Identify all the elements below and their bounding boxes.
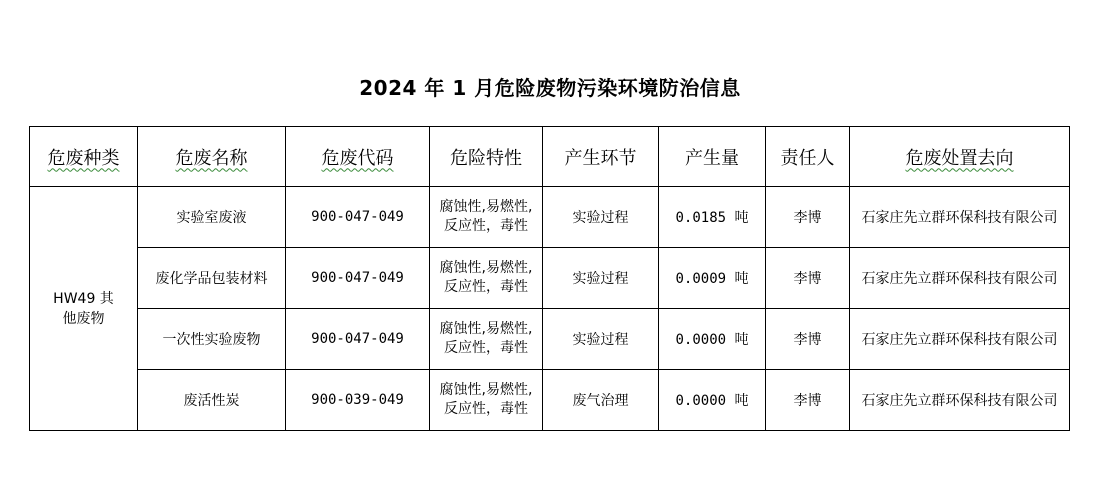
production-stage: 废气治理 [543, 370, 659, 431]
hazard-property: 腐蚀性,易燃性, 反应性，毒性 [430, 187, 543, 248]
table-row [30, 370, 1070, 431]
responsible-person: 李博 [766, 370, 850, 431]
responsible-person: 李博 [766, 187, 850, 248]
production-stage: 实验过程 [543, 309, 659, 370]
header-label: 危废处置去向 [905, 147, 1014, 169]
responsible-person: 李博 [766, 309, 850, 370]
header-cell-code [286, 127, 430, 187]
header-label: 危险特性 [450, 147, 522, 169]
header-label: 责任人 [780, 147, 835, 169]
waste-name: 废化学品包装材料 [138, 248, 286, 309]
hazardous-waste-table [29, 126, 1070, 431]
waste-category: HW49 其他废物 [53, 290, 114, 327]
page-title: 2024 年 1 月危险废物污染环境防治信息 [359, 76, 741, 100]
hazard-property: 腐蚀性,易燃性, 反应性，毒性 [430, 248, 543, 309]
responsible-person: 李博 [766, 248, 850, 309]
production-amount: 0.0000 吨 [659, 370, 766, 431]
disposal-destination: 石家庄先立群环保科技有限公司 [850, 187, 1070, 248]
table-header-row [30, 127, 1070, 187]
waste-code: 900-039-049 [286, 370, 430, 431]
header-cell-name [138, 127, 286, 187]
production-stage: 实验过程 [543, 187, 659, 248]
disposal-destination: 石家庄先立群环保科技有限公司 [850, 248, 1070, 309]
header-label: 产生环节 [564, 147, 637, 169]
waste-code: 900-047-049 [286, 248, 430, 309]
waste-name: 废活性炭 [138, 370, 286, 431]
disposal-destination: 石家庄先立群环保科技有限公司 [850, 309, 1070, 370]
production-stage: 实验过程 [543, 248, 659, 309]
header-cell-person [766, 127, 850, 187]
header-cell-category [30, 127, 138, 187]
waste-name: 实验室废液 [138, 187, 286, 248]
header-label: 危废种类 [47, 147, 120, 169]
header-cell-stage [543, 127, 659, 187]
production-amount: 0.0009 吨 [659, 248, 766, 309]
waste-code: 900-047-049 [286, 309, 430, 370]
header-label: 产生量 [685, 147, 739, 169]
table-row [30, 187, 1070, 248]
waste-category-cell [30, 187, 138, 431]
header-label: 危废名称 [175, 147, 248, 169]
hazard-property: 腐蚀性,易燃性, 反应性，毒性 [430, 370, 543, 431]
table-row [30, 309, 1070, 370]
production-amount: 0.0185 吨 [659, 187, 766, 248]
production-amount: 0.0000 吨 [659, 309, 766, 370]
header-cell-property [430, 127, 543, 187]
header-cell-disposal [850, 127, 1070, 187]
disposal-destination: 石家庄先立群环保科技有限公司 [850, 370, 1070, 431]
hazard-property: 腐蚀性,易燃性, 反应性，毒性 [430, 309, 543, 370]
header-label: 危废代码 [321, 147, 394, 169]
table-row [30, 248, 1070, 309]
header-cell-amount [659, 127, 766, 187]
waste-code: 900-047-049 [286, 187, 430, 248]
waste-name: 一次性实验废物 [138, 309, 286, 370]
